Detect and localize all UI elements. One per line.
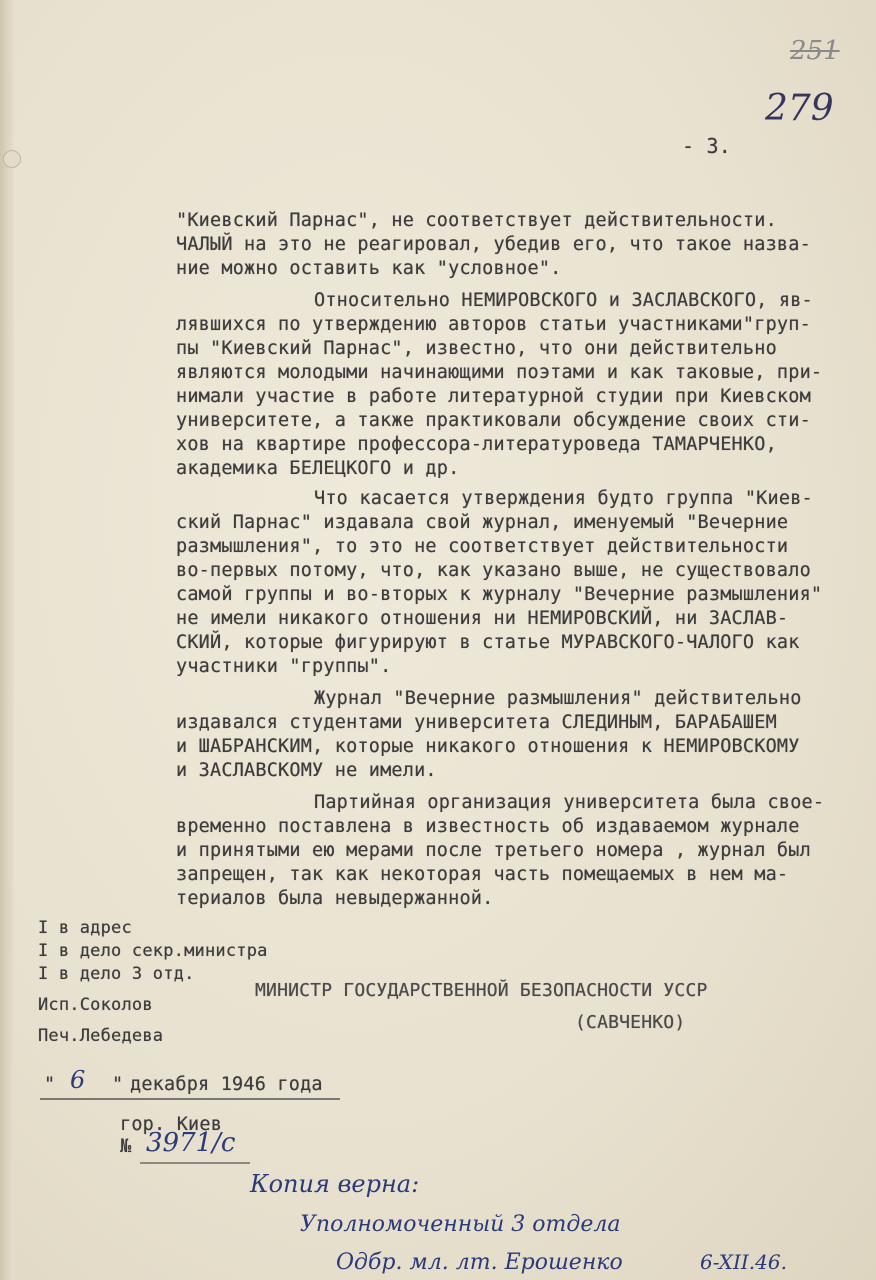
handwritten-line: Одбр. мл. лт. Ерошенко xyxy=(336,1250,623,1275)
text-line: Что касается утверждения будто группа "Киев- xyxy=(314,488,813,509)
text-line: пы "Киевский Парнас", известно, что они действительно xyxy=(176,338,777,359)
text-line: во-первых потому, что, как указано выше, не существовало xyxy=(176,560,811,581)
date-day: 6 xyxy=(70,1066,86,1094)
signature-title: МИНИСТР ГОСУДАРСТВЕННОЙ БЕЗОПАСНОСТИ УССР xyxy=(255,980,708,1001)
text-line: Партийная организация университета была свое- xyxy=(314,792,825,813)
text-line: лявшихся по утверждению авторов статьи участниками"груп- xyxy=(176,314,811,335)
distribution-item: I в адрес xyxy=(38,918,132,938)
paper-edge xyxy=(0,0,14,1280)
text-line: СКИЙ, которые фигурируют в статье МУРАВСКОГО-ЧАЛОГО как xyxy=(176,632,800,653)
distribution-item: I в дело 3 отд. xyxy=(38,964,195,984)
text-line: размышления", то это не соответствует действительности xyxy=(176,536,789,557)
text-line: и ШАБРАНСКИМ, которые никакого отношения к НЕМИРОВСКОМУ xyxy=(176,736,800,757)
text-line: издавался студентами университета СЛЕДИНЫМ, БАРАБАШЕМ xyxy=(176,712,777,733)
handwritten-date: 6-XII.46. xyxy=(700,1250,787,1274)
crossed-folio-number: 251 xyxy=(790,36,840,66)
date-underline xyxy=(40,1096,340,1102)
number-handwritten: 3971/с xyxy=(146,1128,236,1158)
text-line: временно поставлена в известность об издаваемом журнале xyxy=(176,816,800,837)
text-line: участники "группы". xyxy=(176,656,392,677)
text-line: не имели никакого отношения ни НЕМИРОВСКИЙ, ни ЗАСЛАВ- xyxy=(176,608,789,629)
text-line: ский Парнас" издавала свой журнал, именуемый "Вечерние xyxy=(176,512,789,533)
date-close-quote: " xyxy=(112,1074,124,1095)
folio-number: 279 xyxy=(765,88,834,129)
handwritten-line: Уполномоченный 3 отдела xyxy=(300,1212,621,1237)
number-underline xyxy=(140,1160,260,1166)
number-prefix: № xyxy=(120,1136,132,1157)
text-line: запрещен, так как некоторая часть помещаемых в нем ма- xyxy=(176,864,789,885)
text-line: Журнал "Вечерние размышления" действительно xyxy=(314,688,802,709)
text-line: Относительно НЕМИРОВСКОГО и ЗАСЛАВСКОГО, яв- xyxy=(314,290,813,311)
text-line: ние можно оставить как "условное". xyxy=(176,258,562,279)
text-line: териалов была невыдержанной. xyxy=(176,888,494,909)
text-line: и принятыми ею мерами после третьего номера , журнал был xyxy=(176,840,811,861)
text-line: университете, а также практиковали обсуждение своих сти- xyxy=(176,410,811,431)
text-line: хов на квартире профессора-литературоведа ТАМАРЧЕНКО, xyxy=(176,434,777,455)
place: гор. Киев xyxy=(120,1114,223,1135)
text-line: "Киевский Парнас", не соответствует действительности. xyxy=(176,210,777,231)
signature-name: (САВЧЕНКО) xyxy=(575,1012,686,1033)
date-open-quote: " xyxy=(44,1074,56,1095)
typist: Печ.Лебедева xyxy=(38,1026,164,1046)
text-line: и ЗАСЛАВСКОМУ не имели. xyxy=(176,760,437,781)
page-number: - 3. xyxy=(682,134,731,158)
text-line: ЧАЛЫЙ на это не реагировал, убедив его, что такое назва- xyxy=(176,234,811,255)
distribution-item: I в дело секр.министра xyxy=(38,941,268,961)
executor: Исп.Соколов xyxy=(38,995,153,1015)
handwritten-line: Копия верна: xyxy=(250,1170,420,1198)
text-line: являются молодыми начинающими поэтами и как таковые, при- xyxy=(176,362,823,383)
text-line: самой группы и во-вторых к журналу "Вечерние размышления" xyxy=(176,584,823,605)
text-line: академика БЕЛЕЦКОГО и др. xyxy=(176,458,460,479)
date-month-year: декабря 1946 года xyxy=(130,1074,323,1095)
text-line: нимали участие в работе литературной студии при Киевском xyxy=(176,386,811,407)
punch-hole xyxy=(3,150,21,168)
